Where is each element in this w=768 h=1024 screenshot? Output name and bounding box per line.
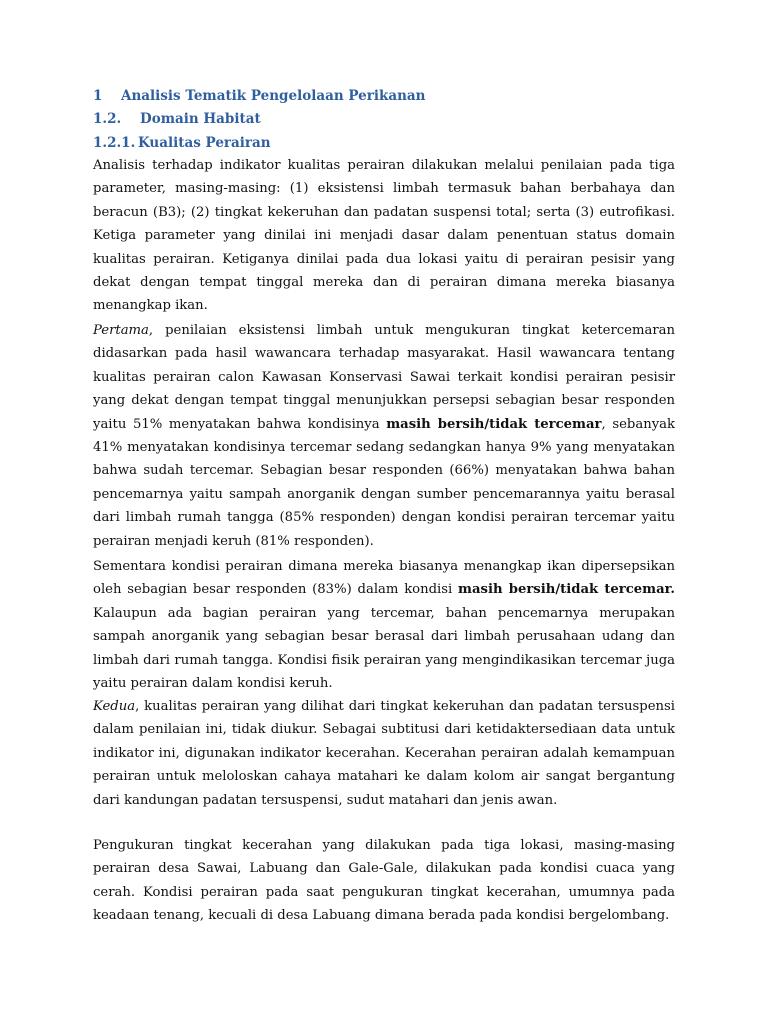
paragraph-text: Kalaupun ada bagian perairan yang tercemar, bahan pencemarnya merupakan sampah anorganik yang sebagian besar berasal dari limbah perusahaan udang dan limbah dari rumah tangga. Kondisi fisik perairan yang mengindikasikan tercemar juga yaitu perairan dalam kondisi keruh. bbox=[93, 605, 675, 692]
heading-level-3 bbox=[93, 135, 271, 151]
heading-title: Kualitas Perairan bbox=[138, 135, 271, 151]
paragraph-sementara bbox=[93, 555, 675, 695]
paragraph-pertama bbox=[93, 319, 675, 553]
paragraph-text: , penilaian eksistensi limbah untuk mengukuran tingkat ketercemaran didasarkan pada hasil wawancara terhadap masyarakat. Hasil wawancara tentang kualitas perairan calon Kawasan Konservasi Sawai terkait kondisi perairan pesisir yang dekat dengan tempat tinggal menunjukkan persepsi sebagian besar responden yaitu 51% menyatakan bahwa kondisinya bbox=[93, 323, 675, 432]
paragraph-intro: Analisis terhadap indikator kualitas perairan dilakukan melalui penilaian pada tiga parameter, masing-masing: (1) eksistensi limbah termasuk bahan berbahaya dan beracun (B3); (2) tingkat kekeruhan dan padatan suspensi total; serta (3) eutrofikasi. Ketiga parameter yang dinilai ini menjadi dasar dalam penentuan status domain kualitas perairan. Ketiganya dinilai pada dua lokasi yaitu di perairan pesisir yang dekat dengan tempat tinggal mereka dan di perairan dimana mereka biasanya menangkap ikan. bbox=[93, 158, 675, 314]
heading-title: Domain Habitat bbox=[140, 111, 261, 127]
heading-level-2 bbox=[93, 111, 261, 127]
paragraph-lead: Pertama bbox=[93, 323, 149, 338]
heading-title: Analisis Tematik Pengelolaan Perikanan bbox=[121, 88, 426, 104]
paragraph-text: Sementara kondisi perairan dimana mereka biasanya menangkap ikan dipersepsikan oleh sebagian besar responden (83%) dalam kondisi bbox=[93, 559, 675, 598]
heading-number: 1 bbox=[93, 88, 103, 104]
heading-number: 1.2. bbox=[93, 111, 122, 127]
paragraph-emphasis: masih bersih/tidak tercemar. bbox=[458, 582, 676, 598]
heading-level-1 bbox=[93, 88, 425, 104]
paragraph-text: , kualitas perairan yang dilihat dari tingkat kekeruhan dan padatan tersuspensi dalam penilaian ini, tidak diukur. Sebagai subtitusi dari ketidaktersediaan data untuk indikator ini, digunakan indikator kecerahan. Kecerahan perairan adalah kemampuan perairan untuk meloloskan cahaya matahari ke dalam kolom air sangat bergantung dari kandungan padatan tersuspensi, sudut matahari dan jenis awan. bbox=[93, 699, 675, 808]
paragraph-pengukuran: Pengukuran tingkat kecerahan yang dilakukan pada tiga lokasi, masing-masing perairan desa Sawai, Labuang dan Gale-Gale, dilakukan pada kondisi cuaca yang cerah. Kondisi perairan pada saat pengukuran tingkat kecerahan, umumnya pada keadaan tenang, kecuali di desa Labuang dimana berada pada kondisi bergelombang. bbox=[93, 838, 675, 924]
heading-number: 1.2.1. bbox=[93, 135, 136, 151]
paragraph-kedua bbox=[93, 695, 675, 812]
paragraph-emphasis: masih bersih/tidak tercemar bbox=[386, 416, 602, 432]
paragraph-lead: Kedua bbox=[93, 699, 136, 714]
paragraph-text: , sebanyak 41% menyatakan kondisinya tercemar sedang sedangkan hanya 9% yang menyatakan bahwa sudah tercemar. Sebagian besar responden (66%) menyatakan bahwa bahan pencemarnya yaitu sampah anorganik dengan sumber pencemarannya yaitu berasal dari limbah rumah tangga (85% responden) dengan kondisi perairan tercemar yaitu perairan menjadi keruh (81% responden). bbox=[93, 416, 675, 549]
